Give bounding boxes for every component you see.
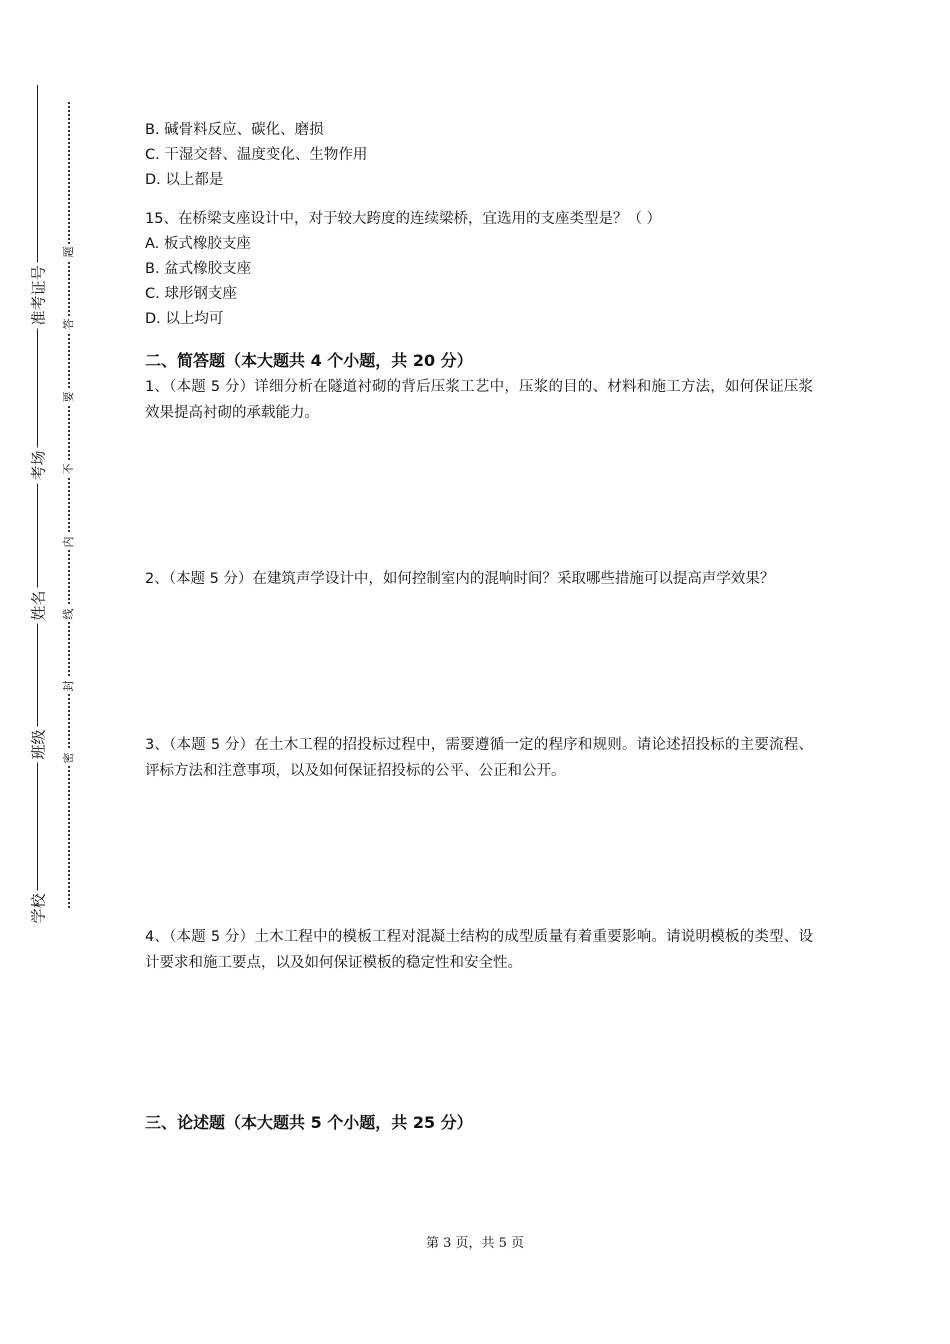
seal-char: 不 (63, 461, 75, 477)
seal-char: 要 (63, 389, 75, 405)
option-b: B. 碱骨料反应、碳化、磨损 (145, 122, 324, 138)
name-label: 姓名 (24, 595, 52, 616)
exam-number-label: 准考证号 (24, 285, 52, 306)
short-question-3: 3、（本题 5 分）在土木工程的招投标过程中，需要遵循一定的程序和规则。请论述招投标的主要流程、评标方法和注意事项，以及如何保证招投标的公平、公正和公开。 (145, 737, 813, 779)
option-d: D. 以上均可 (145, 311, 224, 327)
short-question-2: 2、（本题 5 分）在建筑声学设计中，如何控制室内的混响时间？采取哪些措施可以提高声学效果？ (145, 571, 775, 587)
seal-char: 线 (63, 606, 75, 622)
option-b: B. 盆式橡胶支座 (145, 261, 252, 277)
binding-solid-line (37, 85, 38, 925)
seal-char: 内 (63, 534, 75, 550)
seal-char: 题 (63, 244, 75, 260)
option-c: C. 球形钢支座 (145, 286, 237, 302)
section-2-title: 二、简答题（本大题共 4 个小题，共 20 分） (145, 351, 473, 370)
short-question-4: 4、（本题 5 分）土木工程中的模板工程对混凝土结构的成型质量有着重要影响。请说明模板的类型、设计要求和施工要点，以及如何保证模板的稳定性和安全性。 (145, 929, 813, 971)
seal-dotted-line (68, 102, 70, 908)
question-stem: 15、在桥梁支座设计中，对于较大跨度的连续梁桥，宜选用的支座类型是？（ ） (145, 211, 662, 227)
exam-content (145, 118, 813, 1136)
school-label: 学校 (24, 898, 52, 919)
section-3-title: 三、论述题（本大题共 5 个小题，共 25 分） (145, 1113, 473, 1132)
previous-question-options (145, 118, 813, 193)
question-15 (145, 207, 813, 332)
option-d: D. 以上都是 (145, 172, 224, 188)
binding-margin (0, 0, 110, 1344)
short-question-1: 1、（本题 5 分）详细分析在隧道衬砌的背后压浆工艺中，压浆的目的、材料和施工方法，如何保证压浆效果提高衬砌的承载能力。 (145, 379, 813, 421)
option-a: A. 板式橡胶支座 (145, 236, 251, 252)
exam-room-label: 考场 (24, 455, 52, 476)
option-c: C. 干湿交替、温度变化、生物作用 (145, 147, 368, 163)
class-label: 班级 (24, 734, 52, 755)
seal-char: 封 (63, 678, 75, 694)
page-number: 第 3 页，共 5 页 (425, 1236, 525, 1251)
seal-char: 答 (63, 316, 75, 332)
seal-char: 密 (63, 750, 75, 766)
